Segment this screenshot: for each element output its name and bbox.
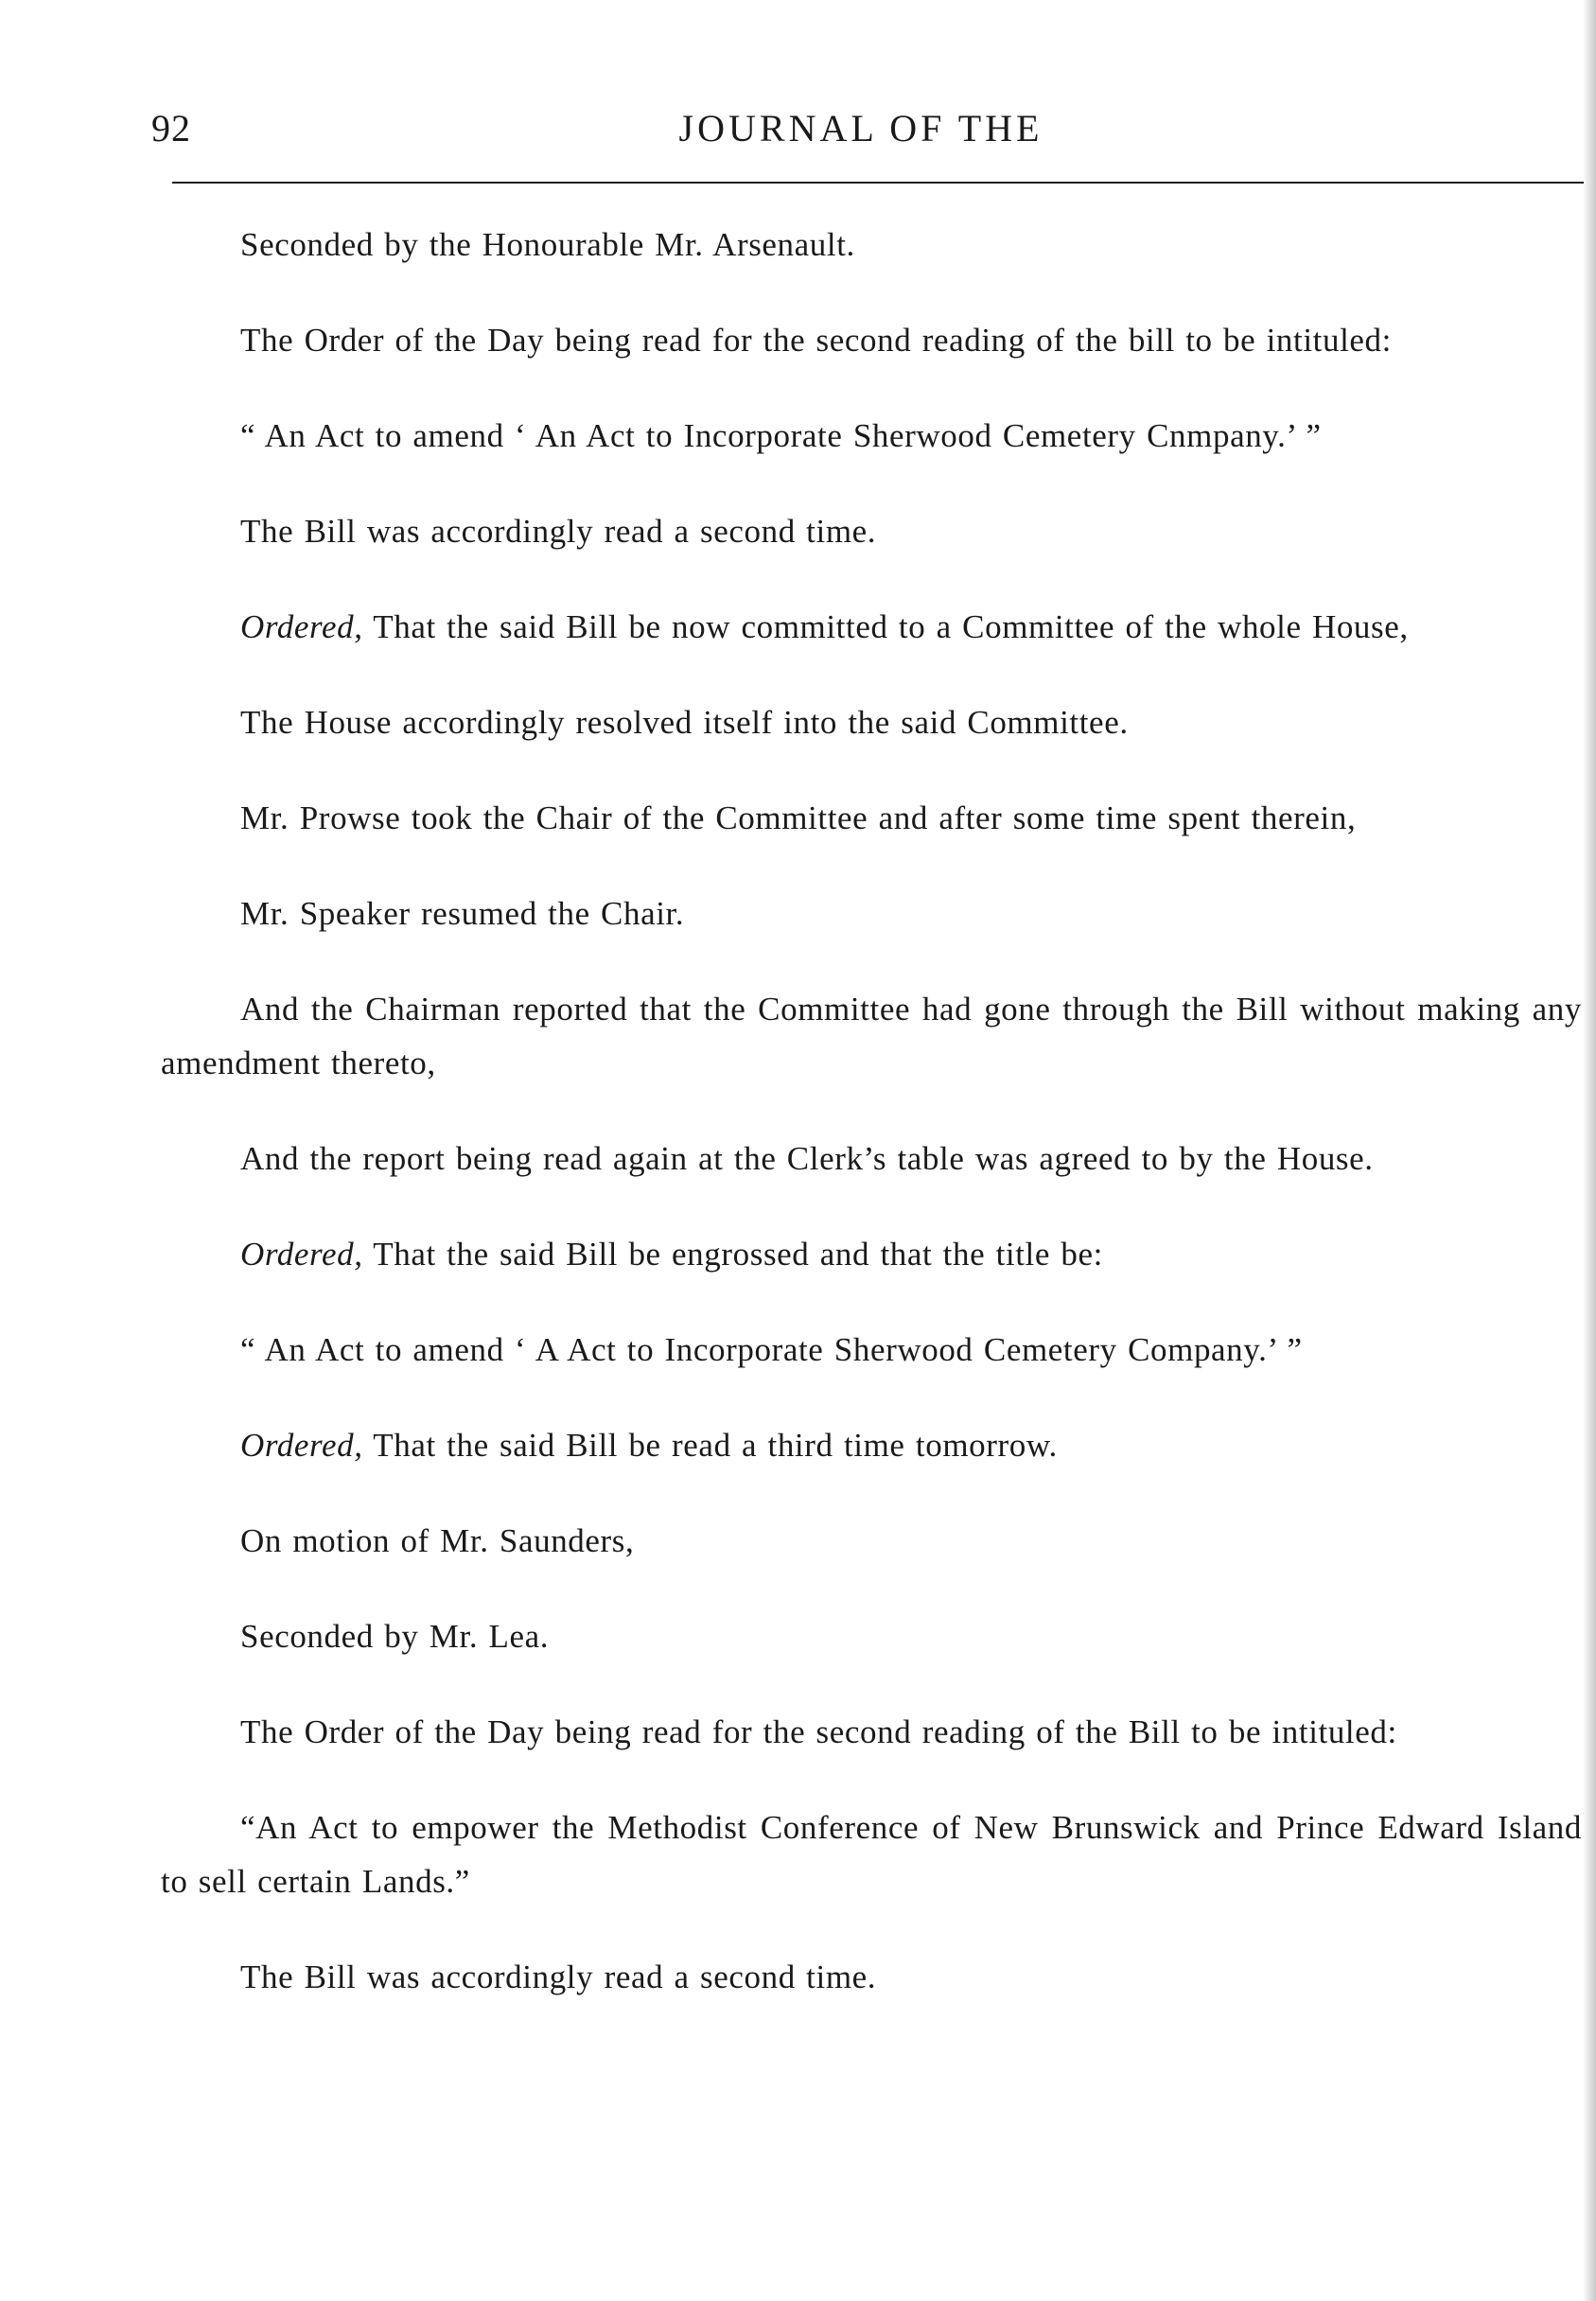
paragraph: Ordered, That the said Bill be read a third time tomorrow.: [240, 1427, 1058, 1464]
paragraph: The House accordingly resolved itself into the said Committee.: [240, 704, 1129, 741]
paragraph: The Bill was accordingly read a second time.: [240, 513, 877, 550]
ordered-lead: Ordered,: [240, 1236, 363, 1273]
paragraph: Seconded by Mr. Lea.: [240, 1618, 550, 1655]
paragraph: “ An Act to amend ‘ A Act to Incorporate Sherwood Cemetery Company.’ ”: [240, 1331, 1303, 1368]
paragraph: “An Act to empower the Methodist Conference of New Brunswick and Prince Edward Island to sell certain Lands.”: [161, 1809, 1582, 1900]
running-head: JOURNAL OF THE: [678, 107, 1044, 149]
paragraph: Ordered, That the said Bill be engrossed and that the title be:: [240, 1236, 1103, 1273]
paragraph: On motion of Mr. Saunders,: [240, 1522, 635, 1559]
paragraph: Mr. Prowse took the Chair of the Committee and after some time spent therein,: [240, 799, 1357, 836]
paragraph: Ordered, That the said Bill be now committed to a Committee of the whole House,: [240, 608, 1409, 645]
paragraph: Mr. Speaker resumed the Chair.: [240, 895, 685, 932]
paragraph: Seconded by the Honourable Mr. Arsenault.: [240, 226, 855, 263]
paragraph: And the Chairman reported that the Committee had gone through the Bill without making any amendment thereto,: [161, 991, 1582, 1081]
page-number: 92: [151, 107, 191, 149]
paragraph: The Bill was accordingly read a second time.: [240, 1958, 877, 1995]
paragraph: “ An Act to amend ‘ An Act to Incorporate Sherwood Cemetery Cnmpany.’ ”: [240, 417, 1322, 454]
paragraph: The Order of the Day being read for the second reading of the Bill to be intituled:: [240, 1713, 1397, 1750]
page-header: [151, 106, 1570, 163]
journal-body: [161, 218, 1582, 2046]
paragraph: The Order of the Day being read for the second reading of the bill to be intituled:: [240, 322, 1392, 359]
page-edge-shadow: [1583, 0, 1596, 2301]
ordered-lead: Ordered,: [240, 608, 363, 645]
header-rule: [172, 182, 1584, 184]
ordered-lead: Ordered,: [240, 1427, 363, 1464]
paragraph: And the report being read again at the Clerk’s table was agreed to by the House.: [240, 1140, 1374, 1177]
